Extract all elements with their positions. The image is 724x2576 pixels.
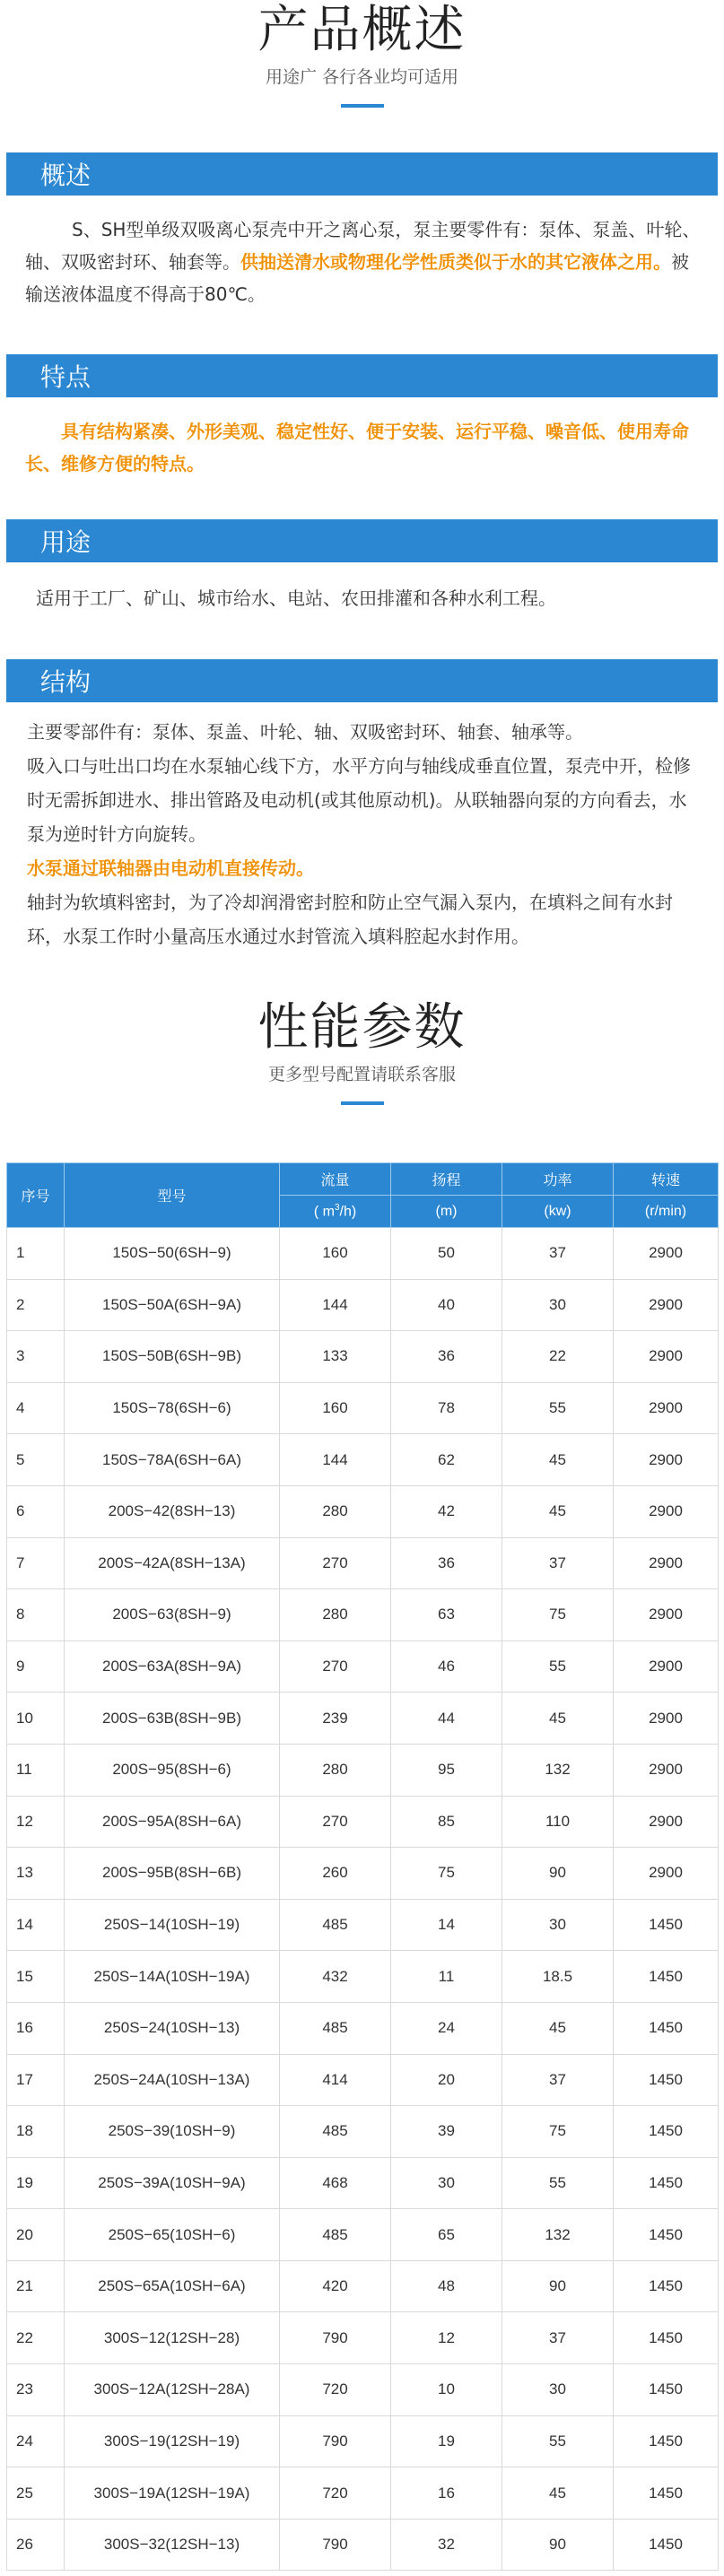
header-index: 序号 <box>7 1163 65 1228</box>
row-index: 24 <box>7 2415 65 2467</box>
row-flow: 239 <box>280 1693 391 1745</box>
row-power: 55 <box>502 2157 614 2209</box>
row-power: 45 <box>502 1693 614 1745</box>
table-row <box>7 1899 719 1951</box>
header-flow: 流量 <box>280 1163 391 1196</box>
row-speed: 1450 <box>614 1951 719 2003</box>
overview-section <box>0 152 724 310</box>
title-underline <box>341 104 384 108</box>
row-power: 22 <box>502 1331 614 1383</box>
row-power: 90 <box>502 1848 614 1900</box>
row-flow: 280 <box>280 1485 391 1537</box>
row-index: 14 <box>7 1899 65 1951</box>
table-row <box>7 2157 719 2209</box>
row-head: 40 <box>391 1279 502 1331</box>
row-speed: 2900 <box>614 1537 719 1589</box>
row-model: 250S−65(10SH−6) <box>65 2209 280 2261</box>
header-power-unit: (kw) <box>502 1196 614 1228</box>
row-head: 65 <box>391 2209 502 2261</box>
row-model: 150S−50A(6SH−9A) <box>65 1279 280 1331</box>
row-power: 45 <box>502 2467 614 2519</box>
row-head: 24 <box>391 2002 502 2054</box>
table-row <box>7 2054 719 2106</box>
row-model: 200S−42(8SH−13) <box>65 1485 280 1537</box>
row-flow: 280 <box>280 1744 391 1796</box>
table-row <box>7 2312 719 2364</box>
table-row <box>7 2364 719 2416</box>
row-power: 55 <box>502 1382 614 1434</box>
row-speed: 2900 <box>614 1434 719 1486</box>
row-head: 75 <box>391 1848 502 1900</box>
row-model: 300S−12(12SH−28) <box>65 2312 280 2364</box>
row-index: 21 <box>7 2260 65 2312</box>
row-index: 17 <box>7 2054 65 2106</box>
features-text: 具有结构紧凑、外形美观、稳定性好、便于安装、运行平稳、噪音低、使用寿命长、维修方便的特点。 <box>25 421 689 474</box>
table-row <box>7 1228 719 1280</box>
row-speed: 2900 <box>614 1693 719 1745</box>
row-speed: 1450 <box>614 2002 719 2054</box>
row-speed: 1450 <box>614 2157 719 2209</box>
row-power: 90 <box>502 2260 614 2312</box>
table-row <box>7 1485 719 1537</box>
row-power: 30 <box>502 1899 614 1951</box>
row-index: 9 <box>7 1640 65 1693</box>
row-head: 36 <box>391 1331 502 1383</box>
row-flow: 414 <box>280 2054 391 2106</box>
row-flow: 790 <box>280 2519 391 2571</box>
table-row <box>7 1537 719 1589</box>
row-power: 75 <box>502 2106 614 2158</box>
row-speed: 2900 <box>614 1485 719 1537</box>
row-flow: 260 <box>280 1848 391 1900</box>
row-power: 37 <box>502 2312 614 2364</box>
row-head: 78 <box>391 1382 502 1434</box>
row-speed: 1450 <box>614 2312 719 2364</box>
row-power: 30 <box>502 1279 614 1331</box>
row-index: 10 <box>7 1693 65 1745</box>
row-head: 42 <box>391 1485 502 1537</box>
row-head: 48 <box>391 2260 502 2312</box>
table-row <box>7 2209 719 2261</box>
table-row <box>7 1434 719 1486</box>
table-row <box>7 1640 719 1693</box>
overview-subtitle: 用途广 各行各业均可适用 <box>265 67 459 88</box>
structure-section <box>0 659 724 953</box>
row-speed: 1450 <box>614 2106 719 2158</box>
row-model: 250S−14(10SH−19) <box>65 1899 280 1951</box>
row-head: 44 <box>391 1693 502 1745</box>
row-power: 55 <box>502 1640 614 1693</box>
row-speed: 1450 <box>614 2054 719 2106</box>
row-flow: 720 <box>280 2364 391 2416</box>
row-speed: 2900 <box>614 1382 719 1434</box>
row-power: 90 <box>502 2519 614 2571</box>
row-index: 3 <box>7 1331 65 1383</box>
row-model: 150S−50(6SH−9) <box>65 1228 280 1280</box>
row-head: 12 <box>391 2312 502 2364</box>
table-row <box>7 1796 719 1848</box>
row-flow: 468 <box>280 2157 391 2209</box>
row-index: 19 <box>7 2157 65 2209</box>
row-index: 11 <box>7 1744 65 1796</box>
row-model: 200S−95(8SH−6) <box>65 1744 280 1796</box>
row-speed: 2900 <box>614 1331 719 1383</box>
row-head: 46 <box>391 1640 502 1693</box>
row-model: 300S−19(12SH−19) <box>65 2415 280 2467</box>
params-heading: 性能参数 <box>257 998 467 1057</box>
row-head: 30 <box>391 2157 502 2209</box>
table-row <box>7 2260 719 2312</box>
row-head: 16 <box>391 2467 502 2519</box>
row-head: 20 <box>391 2054 502 2106</box>
row-speed: 1450 <box>614 2467 719 2519</box>
table-row <box>7 1951 719 2003</box>
row-model: 250S−14A(10SH−19A) <box>65 1951 280 2003</box>
row-power: 30 <box>502 2364 614 2416</box>
row-index: 16 <box>7 2002 65 2054</box>
row-flow: 133 <box>280 1331 391 1383</box>
row-model: 300S−12A(12SH−28A) <box>65 2364 280 2416</box>
features-header <box>6 354 718 397</box>
row-power: 110 <box>502 1796 614 1848</box>
overview-header <box>6 152 718 196</box>
row-index: 26 <box>7 2519 65 2571</box>
row-power: 45 <box>502 2002 614 2054</box>
structure-layout: 吸入口与吐出口均在水泵轴心线下方，水平方向与轴线成垂直位置，泵壳中开，检修时无需拆卸进水、排出管路及电动机(或其他原动机)。从联轴器向泵的方向看去，水泵为逆时针方向旋转。 <box>27 755 691 845</box>
row-index: 5 <box>7 1434 65 1486</box>
row-index: 22 <box>7 2312 65 2364</box>
row-index: 2 <box>7 1279 65 1331</box>
row-power: 37 <box>502 2054 614 2106</box>
row-index: 18 <box>7 2106 65 2158</box>
overview-highlight: 供抽送清水或物理化学性质类似于水的其它液体之用。 <box>240 251 671 273</box>
row-index: 7 <box>7 1537 65 1589</box>
params-title-block <box>0 997 724 1105</box>
row-power: 45 <box>502 1485 614 1537</box>
row-model: 250S−65A(10SH−6A) <box>65 2260 280 2312</box>
row-power: 37 <box>502 1228 614 1280</box>
params-table-wrap <box>0 1162 724 2571</box>
table-row <box>7 1382 719 1434</box>
row-index: 1 <box>7 1228 65 1280</box>
structure-header <box>6 659 718 702</box>
row-flow: 485 <box>280 2209 391 2261</box>
table-row <box>7 2002 719 2054</box>
row-speed: 1450 <box>614 2415 719 2467</box>
usage-section <box>0 519 724 614</box>
row-flow: 790 <box>280 2312 391 2364</box>
row-model: 150S−78A(6SH−6A) <box>65 1434 280 1486</box>
row-flow: 270 <box>280 1796 391 1848</box>
row-flow: 144 <box>280 1434 391 1486</box>
overview-heading: 产品概述 <box>257 1 467 59</box>
table-row <box>7 2519 719 2571</box>
row-power: 132 <box>502 2209 614 2261</box>
row-model: 200S−63(8SH−9) <box>65 1589 280 1641</box>
row-flow: 270 <box>280 1537 391 1589</box>
header-speed: 转速 <box>614 1163 719 1196</box>
usage-label: 用途 <box>40 527 92 557</box>
structure-body <box>0 715 724 953</box>
row-flow: 420 <box>280 2260 391 2312</box>
table-row <box>7 1744 719 1796</box>
row-power: 18.5 <box>502 1951 614 2003</box>
row-head: 85 <box>391 1796 502 1848</box>
row-head: 36 <box>391 1537 502 1589</box>
row-flow: 160 <box>280 1228 391 1280</box>
usage-header <box>6 519 718 562</box>
header-model: 型号 <box>65 1163 280 1228</box>
row-model: 200S−63B(8SH−9B) <box>65 1693 280 1745</box>
row-flow: 485 <box>280 2106 391 2158</box>
table-body <box>7 1228 719 2571</box>
table-row <box>7 2415 719 2467</box>
title-underline <box>341 1101 384 1105</box>
row-flow: 790 <box>280 2415 391 2467</box>
row-index: 15 <box>7 1951 65 2003</box>
row-speed: 2900 <box>614 1848 719 1900</box>
row-index: 6 <box>7 1485 65 1537</box>
row-model: 300S−19A(12SH−19A) <box>65 2467 280 2519</box>
row-power: 45 <box>502 1434 614 1486</box>
row-flow: 720 <box>280 2467 391 2519</box>
row-flow: 432 <box>280 1951 391 2003</box>
row-speed: 2900 <box>614 1279 719 1331</box>
row-speed: 1450 <box>614 2260 719 2312</box>
params-subtitle: 更多型号配置请联系客服 <box>267 1065 456 1085</box>
row-head: 10 <box>391 2364 502 2416</box>
row-speed: 1450 <box>614 2209 719 2261</box>
table-row <box>7 1279 719 1331</box>
structure-seal: 轴封为软填料密封，为了冷却润滑密封腔和防止空气漏入泵内，在填料之间有水封环，水泵工作时小量高压水通过水封管流入填料腔起水封作用。 <box>27 892 673 947</box>
header-head-unit: (m) <box>391 1196 502 1228</box>
row-flow: 160 <box>280 1382 391 1434</box>
header-speed-unit: (r/min) <box>614 1196 719 1228</box>
header-power: 功率 <box>502 1163 614 1196</box>
row-index: 12 <box>7 1796 65 1848</box>
row-model: 150S−78(6SH−6) <box>65 1382 280 1434</box>
row-index: 25 <box>7 2467 65 2519</box>
header-flow-unit: ( $m^3/h$) <box>280 1196 391 1228</box>
row-flow: 280 <box>280 1589 391 1641</box>
row-index: 4 <box>7 1382 65 1434</box>
row-model: 150S−50B(6SH−9B) <box>65 1331 280 1383</box>
row-model: 200S−95A(8SH−6A) <box>65 1796 280 1848</box>
table-row <box>7 1848 719 1900</box>
row-head: 95 <box>391 1744 502 1796</box>
overview-body <box>0 213 724 310</box>
structure-parts: 主要零部件有：泵体、泵盖、叶轮、轴、双吸密封环、轴套、轴承等。 <box>27 721 583 743</box>
overview-text-after: 被输送液体温度不得高于80℃。 <box>25 251 689 305</box>
row-speed: 1450 <box>614 2364 719 2416</box>
row-speed: 2900 <box>614 1796 719 1848</box>
row-power: 75 <box>502 1589 614 1641</box>
row-index: 8 <box>7 1589 65 1641</box>
row-head: 14 <box>391 1899 502 1951</box>
row-model: 250S−39A(10SH−9A) <box>65 2157 280 2209</box>
row-index: 13 <box>7 1848 65 1900</box>
row-model: 300S−32(12SH−13) <box>65 2519 280 2571</box>
structure-drive: 水泵通过联轴器由电动机直接传动。 <box>27 857 314 879</box>
row-speed: 1450 <box>614 2519 719 2571</box>
overview-label: 概述 <box>40 161 92 190</box>
row-model: 200S−42A(8SH−13A) <box>65 1537 280 1589</box>
table-row <box>7 1693 719 1745</box>
row-index: 23 <box>7 2364 65 2416</box>
row-head: 11 <box>391 1951 502 2003</box>
overview-text: S、SH型单级双吸离心泵壳中开之离心泵，泵主要零件有：泵体、泵盖、叶轮、轴、双吸密封环、轴套等。 <box>25 219 701 273</box>
row-model: 250S−39(10SH−9) <box>65 2106 280 2158</box>
structure-label: 结构 <box>40 667 92 697</box>
row-power: 132 <box>502 1744 614 1796</box>
table-header-row <box>7 1163 719 1196</box>
row-head: 50 <box>391 1228 502 1280</box>
row-model: 250S−24(10SH−13) <box>65 2002 280 2054</box>
row-head: 63 <box>391 1589 502 1641</box>
features-section <box>0 354 724 480</box>
row-power: 37 <box>502 1537 614 1589</box>
row-speed: 2900 <box>614 1744 719 1796</box>
row-model: 250S−24A(10SH−13A) <box>65 2054 280 2106</box>
row-flow: 144 <box>280 1279 391 1331</box>
row-head: 19 <box>391 2415 502 2467</box>
row-speed: 2900 <box>614 1589 719 1641</box>
row-flow: 485 <box>280 2002 391 2054</box>
table-row <box>7 1589 719 1641</box>
table-row <box>7 2106 719 2158</box>
row-flow: 270 <box>280 1640 391 1693</box>
row-speed: 2900 <box>614 1640 719 1693</box>
row-index: 20 <box>7 2209 65 2261</box>
row-head: 39 <box>391 2106 502 2158</box>
row-speed: 1450 <box>614 1899 719 1951</box>
features-label: 特点 <box>40 362 92 392</box>
table-row <box>7 2467 719 2519</box>
params-table <box>6 1162 719 2571</box>
row-speed: 2900 <box>614 1228 719 1280</box>
row-power: 55 <box>502 2415 614 2467</box>
header-head: 扬程 <box>391 1163 502 1196</box>
row-head: 62 <box>391 1434 502 1486</box>
overview-title-block <box>0 0 724 108</box>
row-flow: 485 <box>280 1899 391 1951</box>
usage-text: 适用于工厂、矿山、城市给水、电站、农田排灌和各种水利工程。 <box>36 587 556 609</box>
row-model: 200S−63A(8SH−9A) <box>65 1640 280 1693</box>
row-model: 200S−95B(8SH−6B) <box>65 1848 280 1900</box>
row-head: 32 <box>391 2519 502 2571</box>
table-row <box>7 1331 719 1383</box>
